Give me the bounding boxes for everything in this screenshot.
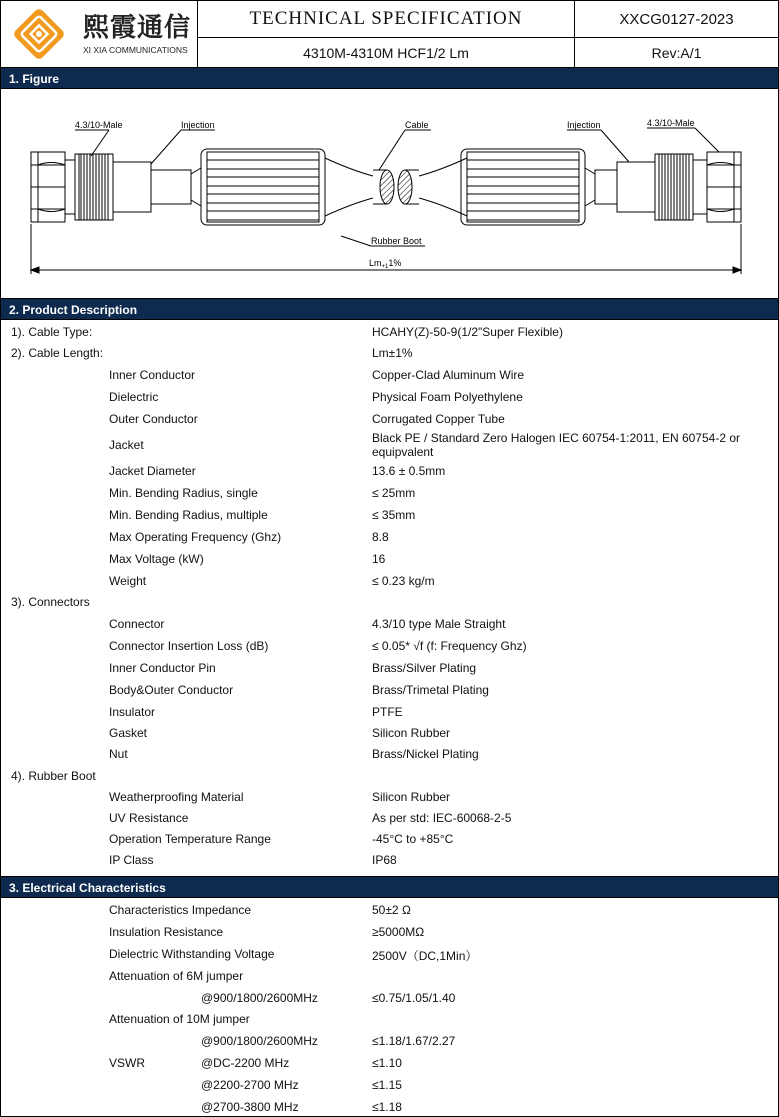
spec-value: Brass/Nickel Plating	[372, 747, 479, 761]
label-right-connector: 4.3/10-Male	[647, 118, 695, 128]
spec-value: ≤ 25mm	[372, 486, 416, 500]
vswr-value: ≤1.10	[372, 1056, 402, 1070]
spec-label: Min. Bending Radius, multiple	[109, 508, 268, 522]
left-rubber-boot	[201, 149, 373, 225]
attenuation-6m-freq: @900/1800/2600MHz	[201, 991, 318, 1005]
spec-value: IP68	[372, 853, 397, 867]
vswr-freq: @DC-2200 MHz	[201, 1056, 290, 1070]
spec-value: ≤ 0.05* √f (f: Frequency Ghz)	[372, 639, 527, 653]
left-connector-body	[65, 154, 201, 220]
section-product-title: 2. Product Description	[9, 303, 138, 317]
label-length-main: Lm	[369, 258, 382, 268]
cable-type-label: 1). Cable Type:	[11, 325, 93, 339]
company-name-cn: 熙霞通信	[83, 13, 192, 43]
dielectric-voltage-label: Dielectric Withstanding Voltage	[109, 947, 275, 961]
revision: Rev:A/1	[651, 44, 702, 61]
company-name-en: XI XIA COMMUNICATIONS	[83, 45, 188, 55]
rubber-boot-label: 4). Rubber Boot	[11, 769, 96, 783]
spec-label: Weight	[109, 574, 147, 588]
spec-value: 16	[372, 552, 386, 566]
label-left-injection: Injection	[181, 120, 215, 130]
cable-type-value: HCAHY(Z)-50-9(1/2"Super Flexible)	[372, 325, 563, 339]
spec-label: Inner Conductor Pin	[109, 661, 216, 675]
spec-label: Operation Temperature Range	[109, 832, 271, 846]
label-rubber-boot: Rubber Boot	[371, 236, 422, 246]
spec-label: Connector Insertion Loss (dB)	[109, 639, 269, 653]
label-left-connector: 4.3/10-Male	[75, 120, 123, 130]
spec-label: Max Voltage (kW)	[109, 552, 204, 566]
spec-label: Outer Conductor	[109, 412, 198, 426]
spec-label: Body&Outer Conductor	[109, 683, 234, 697]
spec-value: Corrugated Copper Tube	[372, 412, 505, 426]
spec-label: Connector	[109, 617, 165, 631]
spec-label: Weatherproofing Material	[109, 790, 244, 804]
section-electrical-title: 3. Electrical Characteristics	[9, 881, 166, 895]
spec-label: Max Operating Frequency (Ghz)	[109, 530, 282, 544]
spec-value: Brass/Trimetal Plating	[372, 683, 489, 697]
impedance-label: Characteristics Impedance	[109, 903, 252, 917]
spec-value: ≤ 35mm	[372, 508, 416, 522]
cable-length-label: 2). Cable Length:	[11, 346, 104, 360]
attenuation-10m-label: Attenuation of 10M jumper	[109, 1012, 250, 1026]
right-rubber-boot	[419, 149, 585, 225]
spec-label: UV Resistance	[109, 811, 189, 825]
spec-value: Brass/Silver Plating	[372, 661, 477, 675]
label-length	[369, 258, 401, 270]
spec-label: Min. Bending Radius, single	[109, 486, 258, 500]
impedance-value: 50±2 Ω	[372, 903, 411, 917]
logo-cell	[1, 1, 198, 67]
company-logo-icon	[11, 6, 67, 62]
section-electrical-bar	[1, 876, 778, 898]
spec-value: 13.6 ± 0.5mm	[372, 464, 446, 478]
vswr-label: VSWR	[109, 1056, 145, 1070]
vswr-freq: @2200-2700 MHz	[201, 1078, 299, 1092]
dielectric-voltage-value: 2500V（DC,1Min）	[372, 949, 478, 963]
cable-drawing	[1, 90, 778, 298]
spec-value: 8.8	[372, 530, 389, 544]
label-length-suffix: 1%	[388, 258, 402, 268]
section-figure-title: 1. Figure	[9, 72, 60, 86]
label-right-injection: Injection	[567, 120, 601, 130]
spec-value: -45°C to +85°C	[372, 832, 454, 846]
spec-value: ≤ 0.23 kg/m	[372, 574, 435, 588]
spec-value: As per std: IEC-60068-2-5	[372, 811, 512, 825]
spec-label: Jacket Diameter	[109, 464, 196, 478]
vswr-value: ≤1.18	[372, 1100, 402, 1114]
spec-value: 4.3/10 type Male Straight	[372, 617, 506, 631]
attenuation-10m-freq: @900/1800/2600MHz	[201, 1034, 318, 1048]
model-number: 4310M-4310M HCF1/2 Lm	[198, 38, 575, 67]
spec-label: IP Class	[109, 853, 154, 867]
spec-value: Copper-Clad Aluminum Wire	[372, 368, 525, 382]
cable-figure	[1, 90, 778, 298]
attenuation-6m-value: ≤0.75/1.05/1.40	[372, 991, 456, 1005]
attenuation-10m-value: ≤1.18/1.67/2.27	[372, 1034, 456, 1048]
spec-value: Silicon Rubber	[372, 790, 451, 804]
insulation-value: ≥5000MΩ	[372, 925, 425, 939]
spec-label: Jacket	[109, 438, 144, 452]
spec-label: Inner Conductor	[109, 368, 196, 382]
spec-label: Nut	[109, 747, 128, 761]
connectors-label: 3). Connectors	[11, 595, 90, 609]
attenuation-6m-label: Attenuation of 6M jumper	[109, 969, 244, 983]
cable-length-value: Lm±1%	[372, 346, 413, 360]
spec-value: Black PE / Standard Zero Halogen IEC 60754-1:2011, EN 60754-2 or equipvalent	[372, 431, 740, 459]
vswr-freq: @2700-3800 MHz	[201, 1100, 299, 1114]
right-hex-nut	[707, 152, 741, 222]
left-hex-nut	[31, 152, 65, 222]
insulation-label: Insulation Resistance	[109, 925, 224, 939]
spec-value: Silicon Rubber	[372, 726, 451, 740]
spec-label: Insulator	[109, 705, 156, 719]
vswr-value: ≤1.15	[372, 1078, 402, 1092]
doc-title: TECHNICAL SPECIFICATION	[198, 1, 575, 38]
doc-number: XXCG0127-2023	[575, 1, 778, 38]
leader-lines	[75, 128, 719, 246]
spec-value: PTFE	[372, 705, 403, 719]
spec-label: Dielectric	[109, 390, 159, 404]
spec-label: Gasket	[109, 726, 148, 740]
left-cable-end	[373, 170, 394, 204]
right-connector-body	[585, 154, 707, 220]
header	[1, 1, 778, 67]
label-length-sub: +1	[381, 264, 389, 270]
spec-value: Physical Foam Polyethylene	[372, 390, 523, 404]
section-product-bar	[1, 298, 778, 320]
section-figure-bar	[1, 67, 778, 89]
label-cable: Cable	[405, 120, 429, 130]
right-cable-end	[398, 170, 419, 204]
